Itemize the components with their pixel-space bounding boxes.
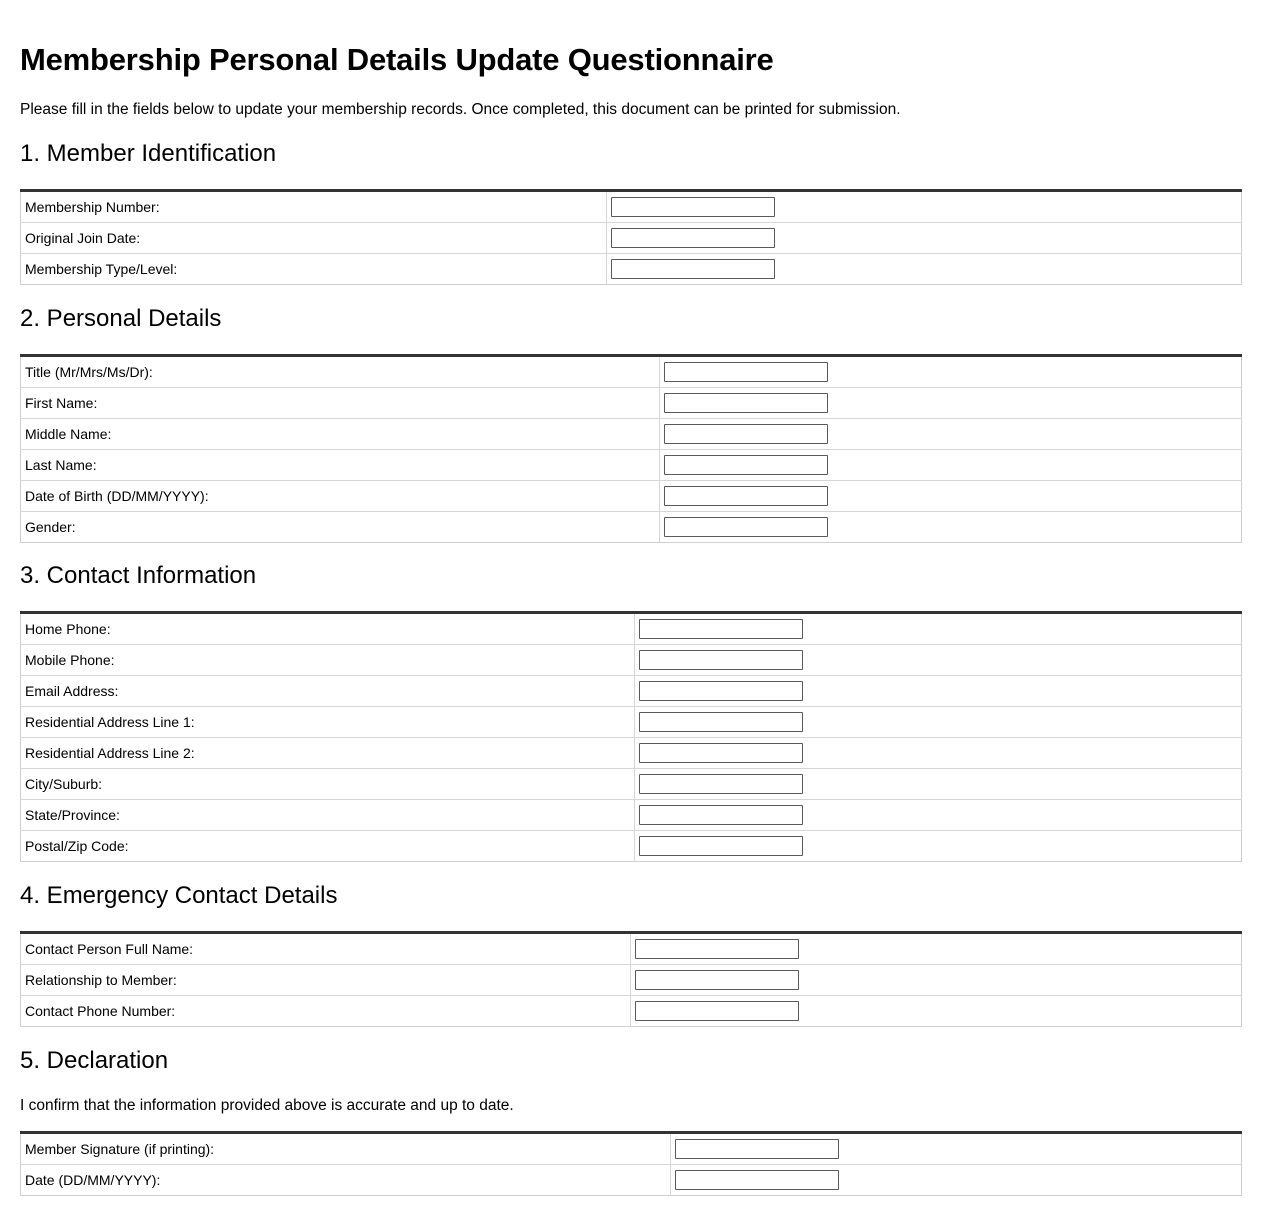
field-label: City/Suburb: [21,769,635,800]
table-row [21,676,1242,707]
field-label: Original Join Date: [21,223,607,254]
table-row [21,645,1242,676]
field-label: Date (DD/MM/YYYY): [21,1165,671,1196]
last-name-input[interactable] [664,455,828,475]
table-row [21,512,1242,543]
section-heading-declaration: 5. Declaration [20,1047,169,1074]
mobile-phone-input[interactable] [639,650,803,670]
table-row [21,800,1242,831]
table-row [21,738,1242,769]
table-row [21,613,1242,645]
table-row [21,388,1242,419]
field-label: Mobile Phone: [21,645,635,676]
state-province-input[interactable] [639,805,803,825]
field-label: Date of Birth (DD/MM/YYYY): [21,481,660,512]
field-label: Email Address: [21,676,635,707]
table-row [21,419,1242,450]
field-label: Postal/Zip Code: [21,831,635,862]
table-row [21,1165,1242,1196]
home-phone-input[interactable] [639,619,803,639]
member-signature-input[interactable] [675,1139,839,1159]
field-label: Title (Mr/Mrs/Ms/Dr): [21,356,660,388]
declaration-date-input[interactable] [675,1170,839,1190]
title-input[interactable] [664,362,828,382]
table-row [21,933,1242,965]
table-row [21,996,1242,1027]
original-join-date-input[interactable] [611,228,775,248]
relationship-input[interactable] [635,970,799,990]
field-label: Contact Phone Number: [21,996,631,1027]
city-suburb-input[interactable] [639,774,803,794]
middle-name-input[interactable] [664,424,828,444]
page-title: Membership Personal Details Update Questionnaire [20,42,774,77]
member-identification-table [20,189,1242,285]
first-name-input[interactable] [664,393,828,413]
field-label: Last Name: [21,450,660,481]
field-label: Residential Address Line 2: [21,738,635,769]
section-heading-contact-information: 3. Contact Information [20,562,257,589]
contact-person-name-input[interactable] [635,939,799,959]
table-row [21,356,1242,388]
table-row [21,831,1242,862]
field-label: Residential Address Line 1: [21,707,635,738]
field-label: Relationship to Member: [21,965,631,996]
intro-text: Please fill in the fields below to update your membership records. Once completed, this document can be printed for submission. [20,101,901,118]
table-row [21,223,1242,254]
field-label: First Name: [21,388,660,419]
field-label: Member Signature (if printing): [21,1133,671,1165]
table-row [21,450,1242,481]
table-row [21,254,1242,285]
field-label: State/Province: [21,800,635,831]
table-row [21,481,1242,512]
section-heading-member-identification: 1. Member Identification [20,140,277,167]
membership-number-input[interactable] [611,197,775,217]
field-label: Middle Name: [21,419,660,450]
gender-input[interactable] [664,517,828,537]
contact-information-table [20,611,1242,862]
address-line-1-input[interactable] [639,712,803,732]
field-label: Membership Number: [21,191,607,223]
contact-phone-input[interactable] [635,1001,799,1021]
personal-details-table [20,354,1242,543]
postal-code-input[interactable] [639,836,803,856]
table-row [21,769,1242,800]
table-row [21,707,1242,738]
membership-type-input[interactable] [611,259,775,279]
table-row [21,1133,1242,1165]
declaration-text: I confirm that the information provided above is accurate and up to date. [20,1097,514,1114]
section-heading-emergency-contact: 4. Emergency Contact Details [20,882,338,909]
field-label: Gender: [21,512,660,543]
field-label: Contact Person Full Name: [21,933,631,965]
emergency-contact-table [20,931,1242,1027]
field-label: Home Phone: [21,613,635,645]
section-heading-personal-details: 2. Personal Details [20,305,222,332]
date-of-birth-input[interactable] [664,486,828,506]
address-line-2-input[interactable] [639,743,803,763]
declaration-table [20,1131,1242,1196]
table-row [21,191,1242,223]
field-label: Membership Type/Level: [21,254,607,285]
email-address-input[interactable] [639,681,803,701]
table-row [21,965,1242,996]
